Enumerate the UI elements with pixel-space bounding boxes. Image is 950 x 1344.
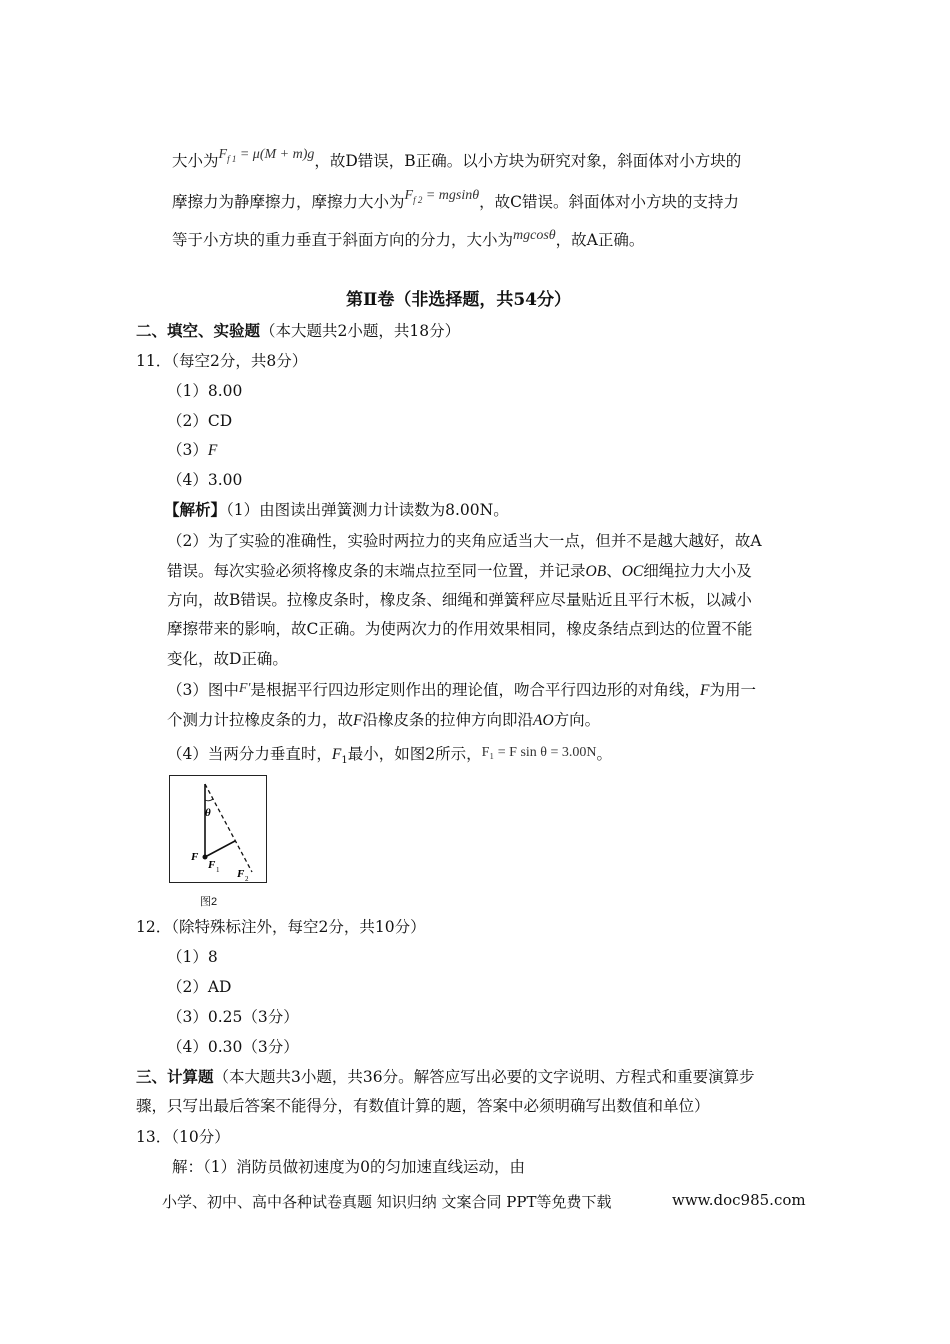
footer-url[interactable]: www.doc985.com [672,1191,806,1209]
q11-p2-line4: 摩擦带来的影响，故C正确。为使两次力的作用效果相同，橡皮条结点到达的位置不能 [167,620,753,638]
force-f1-line [205,841,235,857]
theta-arc [205,799,213,801]
section-title: 第Ⅱ卷（非选择题，共54分） [346,290,571,310]
q12-answer-4: （4）0.30（3分） [167,1038,299,1056]
q11-answer-2: （2）CD [167,412,233,430]
formula-friction-2: $F_{f 2} = mgsin\theta$ [404,188,480,205]
q11-p4: （4）当两分力垂直时，$F_1$最小，如图2所示，F₁ = F sin θ = 3.00N。 [167,745,613,767]
text: ，故C错误。斜面体对小方块的支持力 [479,193,739,211]
para1-line2 [172,190,739,213]
theta-label: θ [205,807,211,819]
part3-heading-line1: 三、计算题（本大题共3小题，共36分。解答应写出必要的文字说明、方程式和重要演算步 [136,1067,755,1086]
figure-caption: 图2 [200,896,218,908]
q12-answer-3: （3）0.25（3分） [167,1008,299,1026]
q12-answer-1: （1）8 [167,948,218,966]
f-label: F [191,851,199,863]
f1-label: F [208,859,216,871]
q11-p3-line1: （3）图中F′是根据平行四边形定则作出的理论值，吻合平行四边形的对角线，F为用一 [167,681,756,699]
q11-header: 11．（每空2分，共8分） [136,352,308,370]
q11-p2-line2: 错误。每次实验必须将橡皮条的末端点拉至同一位置，并记录OB、OC细绳拉力大小及 [167,562,752,580]
text: ，故D错误，B正确。以小方块为研究对象，斜面体对小方块的 [314,152,742,170]
f1-sub-label: 1 [216,866,220,874]
text: 等于小方块的重力垂直于斜面方向的分力，大小为 [172,231,514,249]
text: ，故A正确。 [555,231,645,249]
part2-heading: 二、填空、实验题（本大题共2小题，共18分） [136,321,461,340]
footer-left-text: 小学、初中、高中各种试卷真题 知识归纳 文案合同 PPT等免费下载 [162,1193,612,1211]
formula-f1: F₁ = F sin θ = 3.00N [481,745,597,760]
q12-header: 12．（除特殊标注外，每空2分，共10分） [136,918,426,936]
origin-point [203,855,208,860]
q12-answer-2: （2）AD [167,978,232,996]
q11-answer-1: （1）8.00 [167,382,243,400]
q11-analysis-1: 【解析】（1）由图读出弹簧测力计读数为8.00N。 [164,500,509,519]
q13-header: 13．（10分） [136,1128,230,1146]
para1-line1 [172,149,741,172]
formula-friction-1: $F_{f 1} = \mu(M + m)g$ [218,147,315,164]
q11-answer-4: （4）3.00 [167,471,243,489]
f2-sub-label: 2 [245,875,249,882]
f2-label: F [237,868,245,880]
q11-p3-line2: 个测力计拉橡皮条的力，故F沿橡皮条的拉伸方向即沿AO方向。 [167,711,601,729]
text: 摩擦力为静摩擦力，摩擦力大小为 [172,193,405,211]
formula-support-force: mgcosθ [513,228,556,243]
text: 大小为 [172,152,219,170]
q11-answer-3: （3）F [167,441,218,459]
para1-line3 [172,228,644,250]
force-diagram [170,776,266,882]
q11-p2-line3: 方向，故B错误。拉橡皮条时，橡皮条、细绳和弹簧秤应尽量贴近且平行木板，以减小 [167,591,752,609]
analysis-tag: 【解析】 [164,500,227,519]
figure-2 [169,775,267,883]
part3-heading-line2: 骤，只写出最后答案不能得分，有数值计算的题，答案中必须明确写出数值和单位） [136,1097,710,1115]
q13-solution: 解：（1）消防员做初速度为0的匀加速直线运动，由 [172,1158,525,1176]
q11-p2-line1: （2）为了实验的准确性，实验时两拉力的夹角应适当大一点，但并不是越大越好，故A [167,532,762,550]
q11-p2-line5: 变化，故D正确。 [167,650,288,668]
